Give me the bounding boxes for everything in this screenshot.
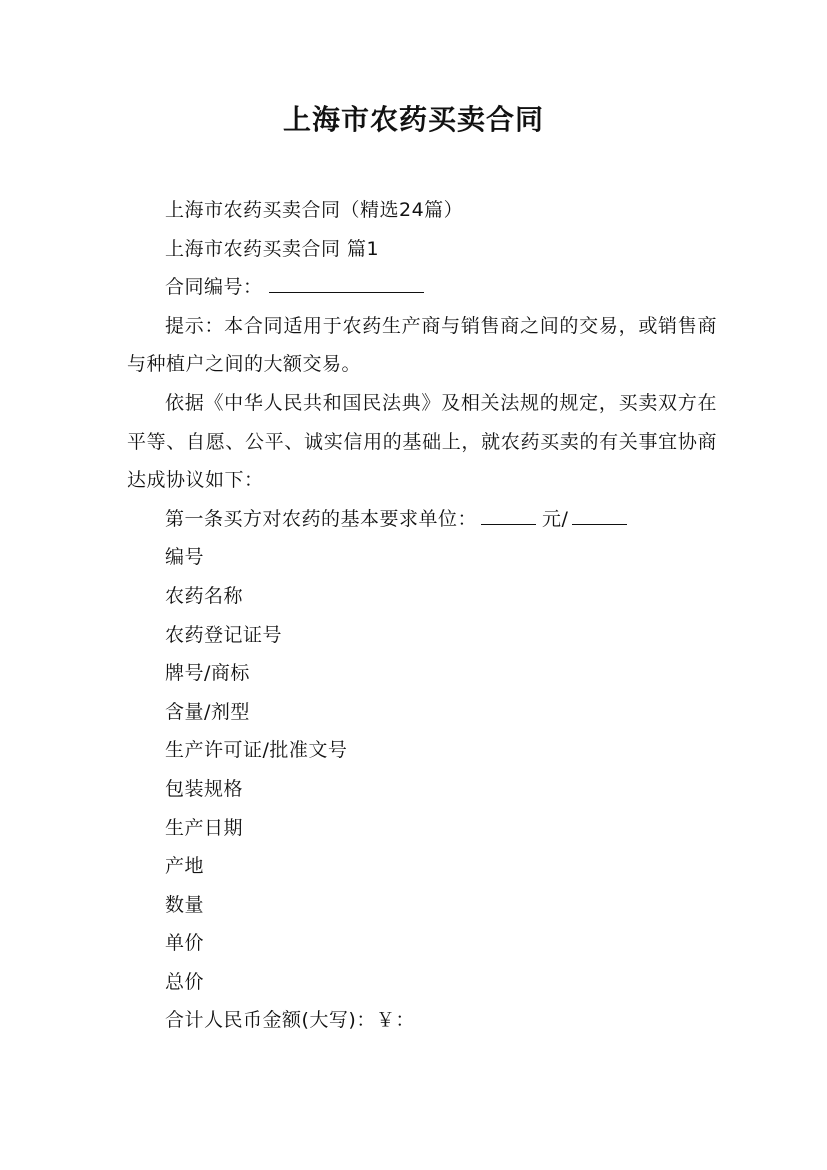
field-pesticide-name: 农药名称 — [165, 584, 244, 607]
document-title: 上海市农药买卖合同 — [282, 103, 544, 136]
price-blank — [481, 506, 536, 525]
article-1-line — [127, 500, 717, 539]
contract-number-line — [127, 268, 717, 307]
field-unit-price: 单价 — [165, 932, 205, 955]
field-registration-number: 农药登记证号 — [165, 623, 283, 646]
document-body — [127, 191, 717, 1040]
field-number: 编号 — [165, 546, 205, 569]
section-heading: 上海市农药买卖合同 篇1 — [165, 237, 380, 260]
total-amount-line — [127, 1001, 717, 1040]
field-content-formulation: 含量/剂型 — [165, 700, 250, 723]
article-1-label: 第一条买方对农药的基本要求单位： — [165, 507, 478, 530]
field-quantity: 数量 — [165, 893, 205, 916]
contract-number-blank — [269, 274, 424, 293]
preamble-paragraph: 依据《中华人民共和国民法典》及相关法规的规定，买卖双方在平等、自愿、公平、诚实信用的基础上，就农药买卖的有关事宜协商达成协议如下： — [127, 391, 717, 492]
document-subtitle: 上海市农药买卖合同（精选24篇） — [165, 199, 464, 221]
notice-paragraph: 提示：本合同适用于农药生产商与销售商之间的交易，或销售商与种植户之间的大额交易。 — [127, 314, 717, 376]
contract-number-label: 合同编号： — [165, 276, 263, 299]
field-origin: 产地 — [165, 855, 205, 878]
field-package-spec: 包装规格 — [165, 777, 244, 800]
field-production-license: 生产许可证/批准文号 — [165, 739, 348, 762]
field-production-date: 生产日期 — [165, 816, 244, 839]
unit-blank — [572, 506, 627, 525]
field-brand-trademark: 牌号/商标 — [165, 662, 250, 685]
currency-symbol: ￥： — [375, 1009, 415, 1032]
field-total-price: 总价 — [165, 970, 205, 993]
total-amount-label: 合计人民币金额(大写)： — [165, 1009, 376, 1032]
article-1-unit: 元/ — [542, 507, 569, 530]
